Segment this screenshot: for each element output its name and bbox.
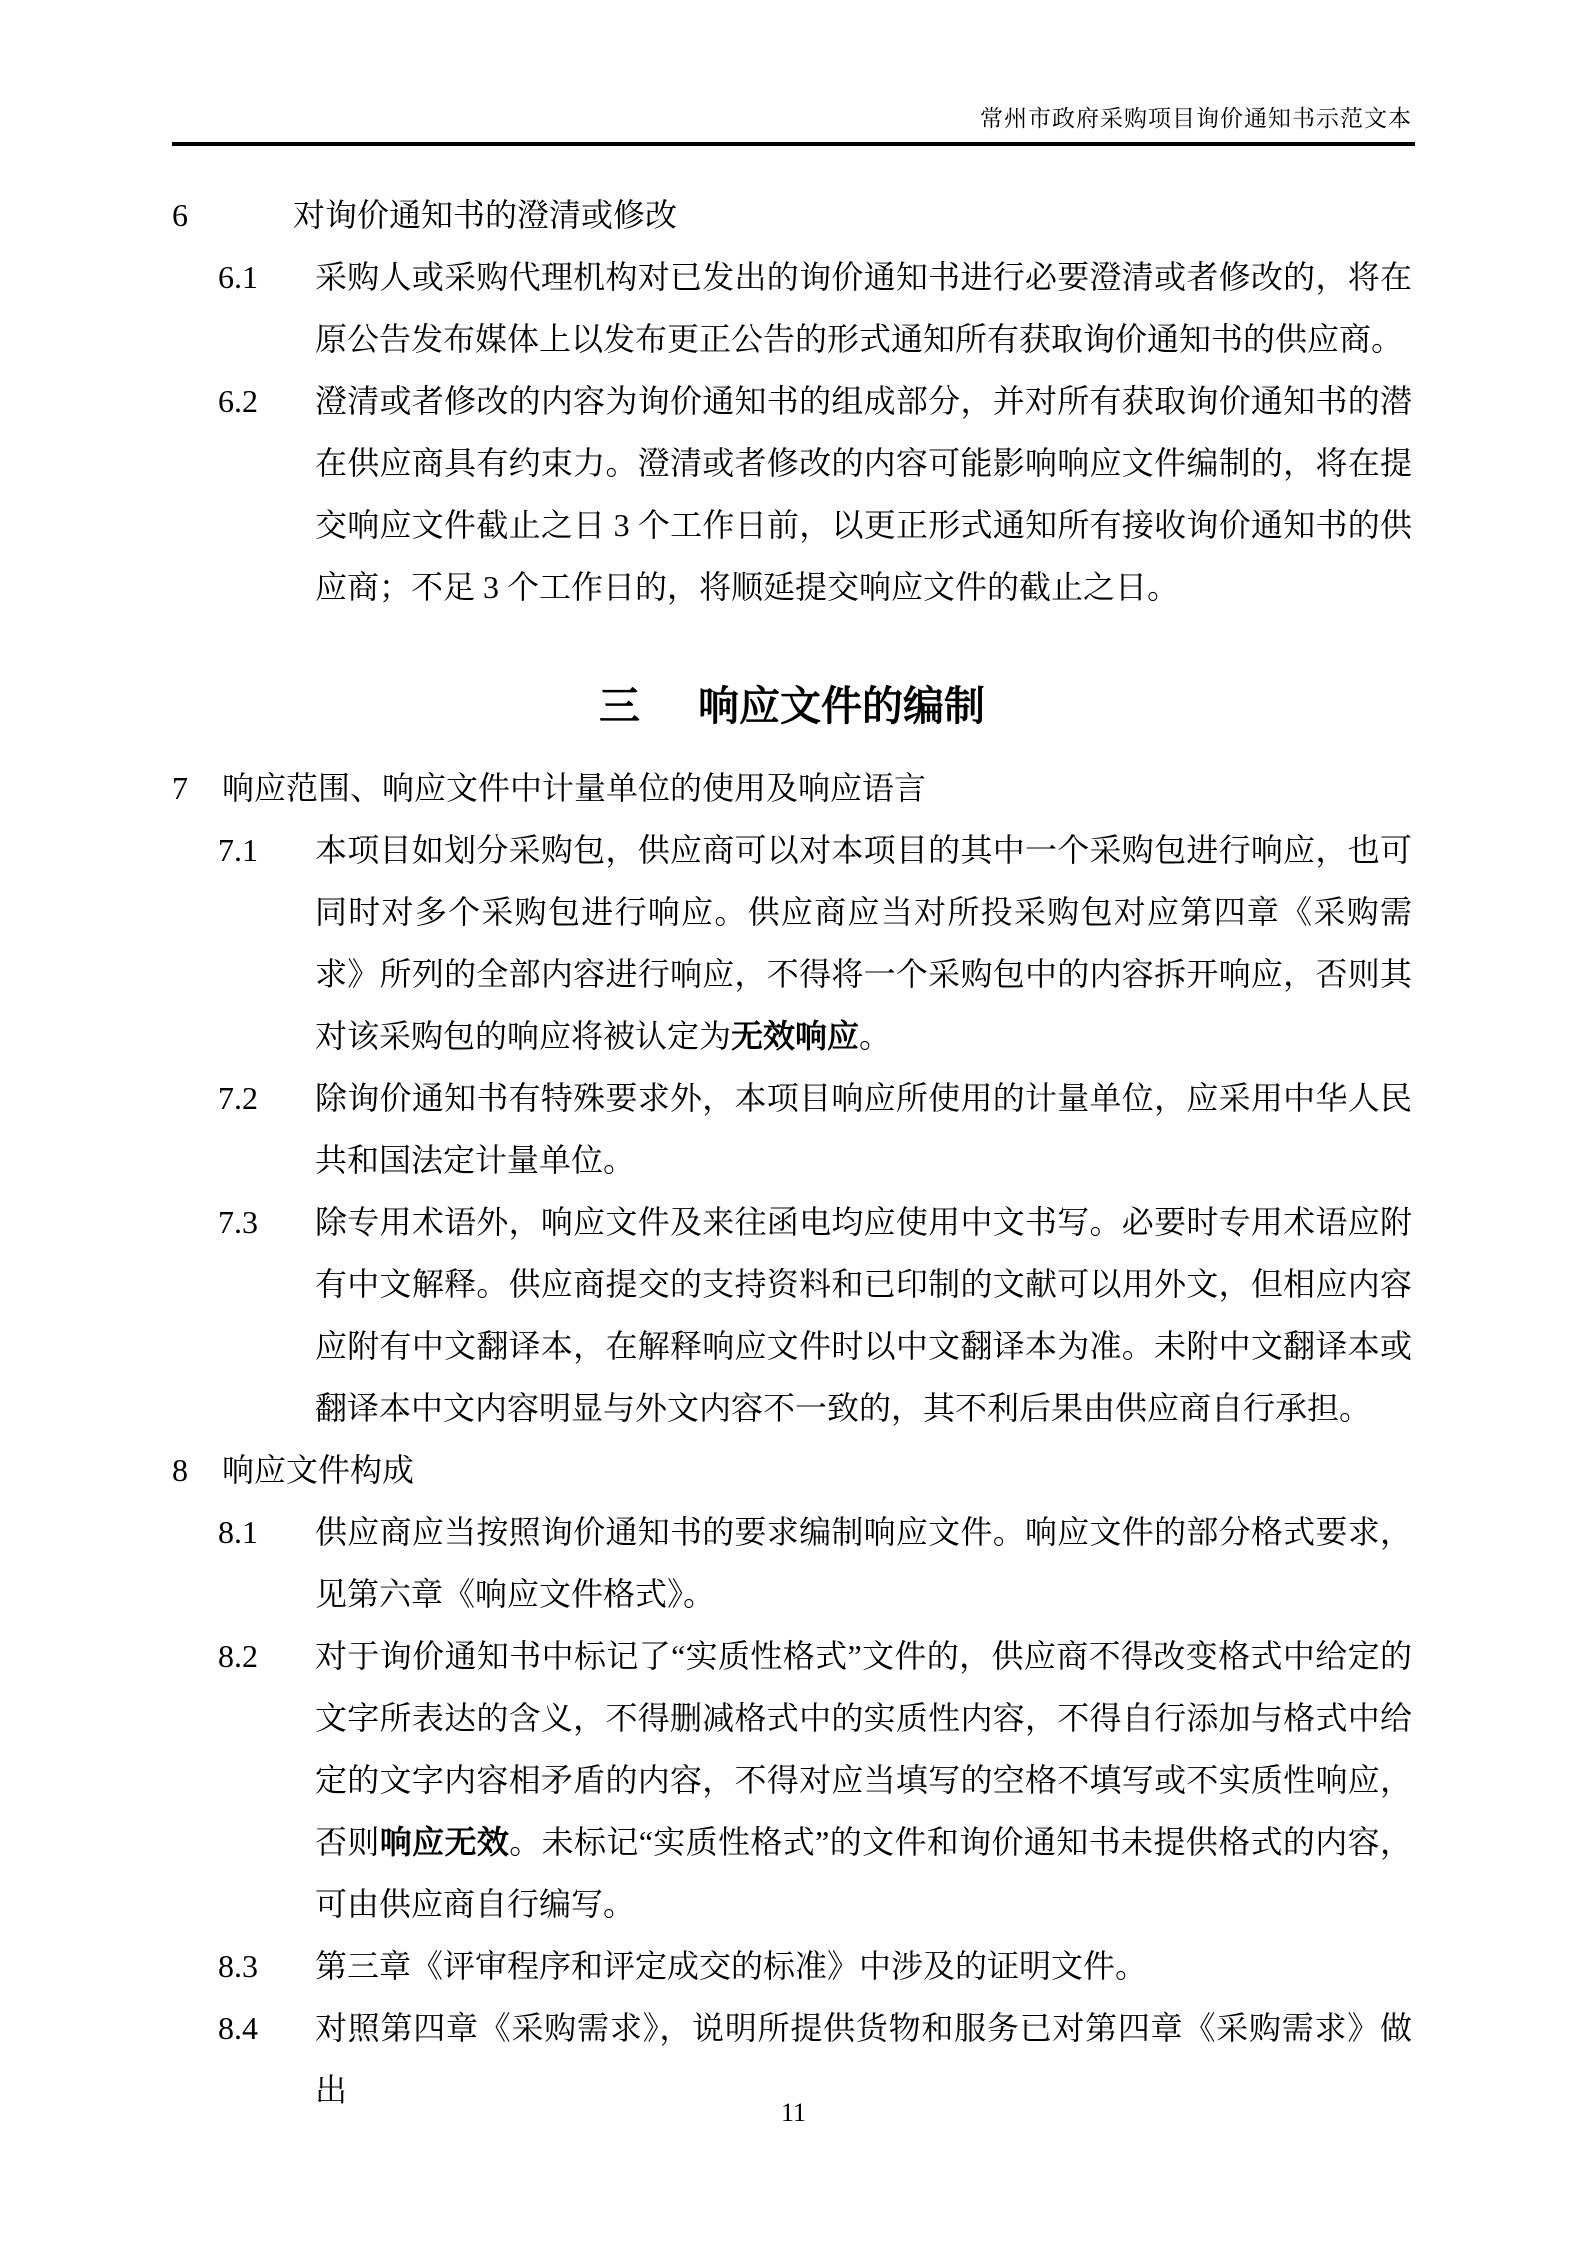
clause-number: 6 <box>172 197 188 233</box>
clause-text-run: 澄清或者修改的内容为询价通知书的组成部分，并对所有获取询价通知书的潜在供应商具有约束力。澄清或者修改的内容可能影响响应文件编制的，将在提交响应文件截止之日 3 个工作日前，以更正形式通知所有接收询价通知书的供应商；不足 3 个工作日的，将顺延提交响应文件的截止之日。 <box>315 383 1412 605</box>
clause-text-run: 采购人或采购代理机构对已发出的询价通知书进行必要澄清或者修改的，将在原公告发布媒体上以发布更正公告的形式通知所有获取询价通知书的供应商。 <box>315 259 1412 357</box>
clause-text-run: 本项目如划分采购包，供应商可以对本项目的其中一个采购包进行响应，也可同时对多个采购包进行响应。供应商应当对所投采购包对应第四章《采购需求》所列的全部内容进行响应，不得将一个采购包中的内容拆开响应，否则其对该采购包的响应将被认定为 <box>315 832 1412 1054</box>
clause-item-7 <box>172 757 1412 819</box>
clause-text <box>222 1439 1412 1501</box>
clause-text-run: 响应文件构成 <box>222 1452 415 1488</box>
clause-text <box>315 1501 1412 1625</box>
clause-item-6.2 <box>172 370 1412 618</box>
clause-number: 8.1 <box>218 1514 258 1550</box>
clause-item-8.2 <box>172 1625 1412 1935</box>
clause-text-run: 响应范围、响应文件中计量单位的使用及响应语言 <box>222 770 927 806</box>
clause-item-8.1 <box>172 1501 1412 1625</box>
clause-text <box>315 1625 1412 1935</box>
clause-text-run: 供应商应当按照询价通知书的要求编制响应文件。响应文件的部分格式要求，见第六章《响应文件格式》。 <box>315 1514 1412 1612</box>
clause-text <box>315 1191 1412 1439</box>
page-number: 11 <box>780 2098 807 2127</box>
clause-item-7.2 <box>172 1067 1412 1191</box>
clause-item-7.1 <box>172 819 1412 1067</box>
clause-text <box>315 1935 1412 1997</box>
clause-text <box>315 370 1412 618</box>
clause-number: 8.2 <box>218 1638 258 1674</box>
clause-item-7.3 <box>172 1191 1412 1439</box>
clause-text-run: 对照第四章《采购需求》，说明所提供货物和服务已对第四章《采购需求》做出 <box>315 2010 1412 2108</box>
clause-number: 7.1 <box>218 832 258 868</box>
clause-text-bold-run: 无效响应 <box>731 1018 860 1054</box>
clause-number: 7 <box>172 770 188 806</box>
clause-number: 8.4 <box>218 2010 258 2046</box>
clause-number: 8.3 <box>218 1948 258 1984</box>
document-body <box>172 146 1412 2121</box>
clause-text-bold-run: 响应无效 <box>379 1824 510 1860</box>
clause-text-run: 。 <box>859 1018 892 1054</box>
clause-text <box>293 184 1412 246</box>
clause-text-run: 对询价通知书的澄清或修改 <box>293 197 678 233</box>
clause-number: 7.2 <box>218 1080 258 1116</box>
clause-text <box>315 1067 1412 1191</box>
clause-text <box>315 819 1412 1067</box>
clause-number: 8 <box>172 1452 188 1488</box>
clause-text-run: 除专用术语外，响应文件及来往函电均应使用中文书写。必要时专用术语应附有中文解释。供应商提交的支持资料和已印制的文献可以用外文，但相应内容应附有中文翻译本，在解释响应文件时以中文翻译本为准。未附中文翻译本或翻译本中文内容明显与外文内容不一致的，其不利后果由供应商自行承担。 <box>315 1204 1412 1426</box>
chapter-number: 三 <box>599 683 640 729</box>
clause-number: 6.1 <box>218 259 258 295</box>
clause-text <box>222 757 1412 819</box>
page-header <box>0 0 1587 134</box>
clauses-after-chapter <box>172 757 1412 2121</box>
chapter-title: 响应文件的编制 <box>698 683 985 729</box>
clause-item-8 <box>172 1439 1412 1501</box>
clause-item-6.1 <box>172 246 1412 370</box>
clause-number: 7.3 <box>218 1204 258 1240</box>
clause-text-run: 除询价通知书有特殊要求外，本项目响应所使用的计量单位，应采用中华人民共和国法定计量单位。 <box>315 1080 1412 1178</box>
chapter-heading <box>172 675 1412 737</box>
clause-text-run: 第三章《评审程序和评定成交的标准》中涉及的证明文件。 <box>315 1948 1148 1984</box>
clauses-before-chapter <box>172 184 1412 618</box>
clause-item-6 <box>172 184 1412 246</box>
clause-item-8.3 <box>172 1935 1412 1997</box>
clause-text-run: 对于询价通知书中标记了“实质性格式”文件的，供应商不得改变格式中给定的文字所表达的含义，不得删减格式中的实质性内容，不得自行添加与格式中给定的文字内容相矛盾的内容，不得对应当填写的空格不填写或不实质性响应，否则 <box>315 1638 1412 1860</box>
clause-text-run: 。未标记“实质性格式”的文件和询价通知书未提供格式的内容，可由供应商自行编写。 <box>315 1824 1412 1922</box>
clause-text <box>315 246 1412 370</box>
header-title: 常州市政府采购项目询价通知书示范文本 <box>980 106 1412 131</box>
clause-number: 6.2 <box>218 383 258 419</box>
